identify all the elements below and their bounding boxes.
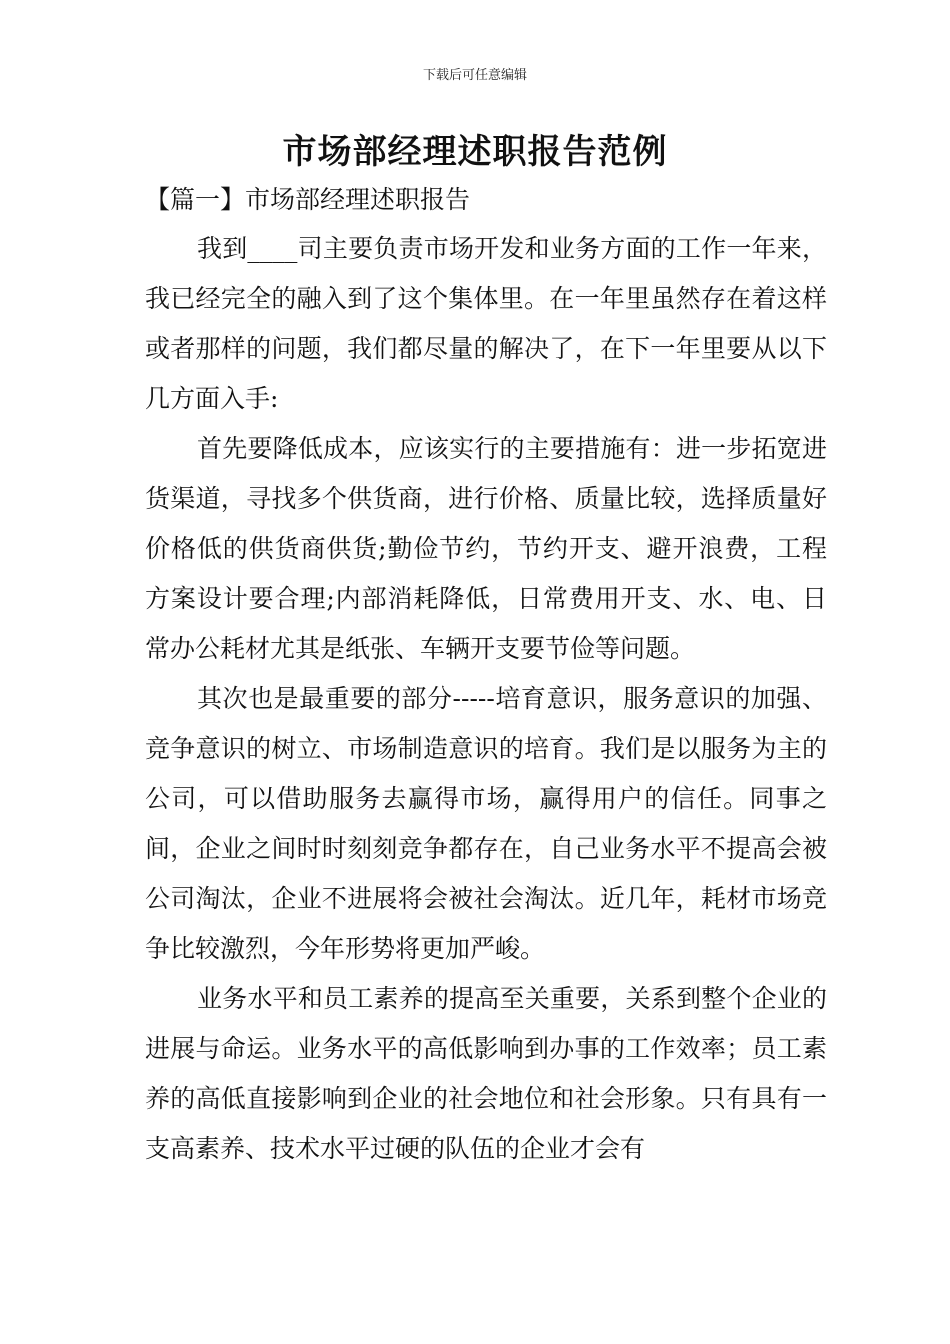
- header-note: 下载后可任意编辑: [422, 68, 527, 83]
- section-heading: 【篇一】市场部经理述职报告: [145, 185, 471, 214]
- paragraph: 首先要降低成本，应该实行的主要措施有：进一步拓宽进货渠道，寻找多个供货商，进行价格、质量比较，选择质量好价格低的供货商供货;勤俭节约，节约开支、避开浪费，工程方案设计要合理;内部消耗降低，日常费用开支、水、电、日常办公耗材尤其是纸张、车辆开支要节俭等问题。: [145, 434, 827, 663]
- document-body: [145, 224, 827, 1174]
- paragraph: 我到____司主要负责市场开发和业务方面的工作一年来，我已经完全的融入到了这个集体里。在一年里虽然存在着这样或者那样的问题，我们都尽量的解决了，在下一年里要从以下几方面入手:: [145, 234, 827, 413]
- paragraph: 其次也是最重要的部分-----培育意识，服务意识的加强、竞争意识的树立、市场制造意识的培育。我们是以服务为主的公司，可以借助服务去赢得市场，赢得用户的信任。同事之间，企业之间时时刻刻竞争都存在，自己业务水平不提高会被公司淘汰，企业不进展将会被社会淘汰。近几年，耗材市场竞争比较激烈，今年形势将更加严峻。: [145, 684, 827, 963]
- paragraph: 业务水平和员工素养的提高至关重要，关系到整个企业的进展与命运。业务水平的高低影响到办事的工作效率；员工素养的高低直接影响到企业的社会地位和社会形象。只有具有一支高素养、技术水平过硬的队伍的企业才会有: [145, 984, 827, 1163]
- document-title: 市场部经理述职报告范例: [282, 132, 668, 172]
